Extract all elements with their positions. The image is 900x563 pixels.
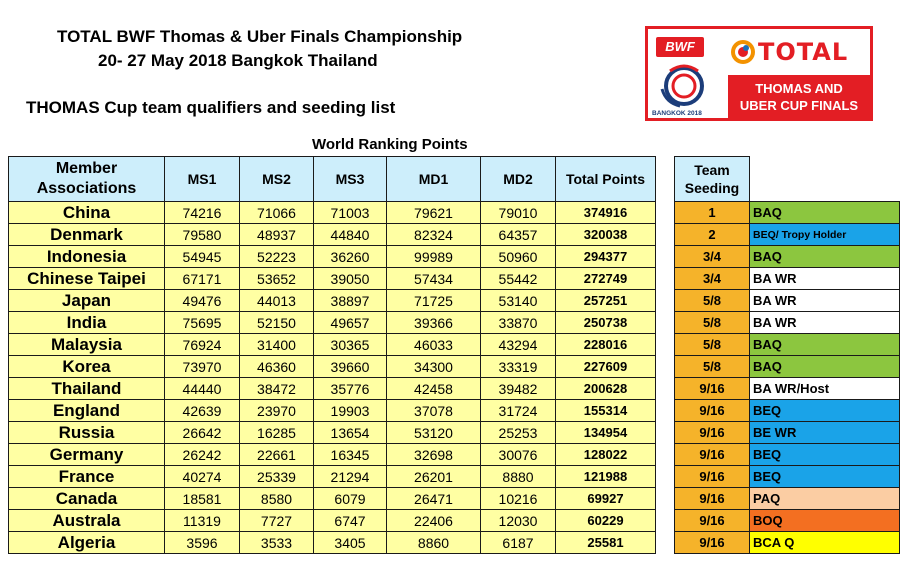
md1-cell: 82324 bbox=[387, 224, 481, 246]
bwf-emblem bbox=[650, 31, 722, 116]
qualification-status-cell: BEQ bbox=[750, 444, 900, 466]
seeding-row bbox=[675, 356, 900, 378]
md2-cell: 33319 bbox=[481, 356, 556, 378]
seed-cell: 9/16 bbox=[675, 378, 750, 400]
ms2-cell: 38472 bbox=[240, 378, 314, 400]
ms2-cell: 46360 bbox=[240, 356, 314, 378]
qualification-status-cell: BAQ bbox=[750, 356, 900, 378]
country-cell: Australa bbox=[9, 510, 165, 532]
ms3-cell: 6747 bbox=[314, 510, 387, 532]
qualification-status-cell: BEQ/ Tropy Holder bbox=[750, 224, 900, 246]
table-row bbox=[9, 246, 656, 268]
ms3-cell: 36260 bbox=[314, 246, 387, 268]
list-subtitle: THOMAS Cup team qualifiers and seeding list bbox=[26, 98, 396, 117]
bangkok-2018-label: BANGKOK 2018 bbox=[652, 110, 702, 117]
status-header-blank bbox=[750, 157, 900, 202]
qualification-status-cell: BEQ bbox=[750, 466, 900, 488]
country-cell: England bbox=[9, 400, 165, 422]
ms3-cell: 44840 bbox=[314, 224, 387, 246]
ms3-cell: 13654 bbox=[314, 422, 387, 444]
ms2-cell: 52223 bbox=[240, 246, 314, 268]
total-points-cell: 60229 bbox=[556, 510, 656, 532]
md1-cell: 46033 bbox=[387, 334, 481, 356]
seed-cell: 5/8 bbox=[675, 290, 750, 312]
ms1-cell: 26242 bbox=[165, 444, 240, 466]
total-points-cell: 69927 bbox=[556, 488, 656, 510]
md1-cell: 26471 bbox=[387, 488, 481, 510]
qualification-status-cell: BA WR bbox=[750, 290, 900, 312]
qualification-status-cell: BAQ bbox=[750, 202, 900, 224]
seeding-row bbox=[675, 202, 900, 224]
bwf-badge: BWF bbox=[656, 37, 704, 57]
seed-cell: 5/8 bbox=[675, 334, 750, 356]
ms3-cell: 3405 bbox=[314, 532, 387, 554]
ms1-cell: 40274 bbox=[165, 466, 240, 488]
country-cell: Indonesia bbox=[9, 246, 165, 268]
seeding-row bbox=[675, 400, 900, 422]
md1-cell: 71725 bbox=[387, 290, 481, 312]
seed-cell: 1 bbox=[675, 202, 750, 224]
country-cell: Russia bbox=[9, 422, 165, 444]
table-row bbox=[9, 268, 656, 290]
ms1-cell: 49476 bbox=[165, 290, 240, 312]
ms3-cell: 19903 bbox=[314, 400, 387, 422]
seed-cell: 9/16 bbox=[675, 532, 750, 554]
seeding-row bbox=[675, 422, 900, 444]
ms1-cell: 76924 bbox=[165, 334, 240, 356]
seeding-row bbox=[675, 312, 900, 334]
md2-cell: 30076 bbox=[481, 444, 556, 466]
md1-cell: 79621 bbox=[387, 202, 481, 224]
md1-cell: 22406 bbox=[387, 510, 481, 532]
ms1-cell: 54945 bbox=[165, 246, 240, 268]
ms2-cell: 53652 bbox=[240, 268, 314, 290]
ms3-cell: 16345 bbox=[314, 444, 387, 466]
md2-cell: 12030 bbox=[481, 510, 556, 532]
md1-cell: 34300 bbox=[387, 356, 481, 378]
qualification-status-cell: PAQ bbox=[750, 488, 900, 510]
seed-cell: 9/16 bbox=[675, 444, 750, 466]
ms2-cell: 7727 bbox=[240, 510, 314, 532]
table-header-row bbox=[9, 157, 656, 202]
ranking-points-table bbox=[8, 156, 656, 554]
md2-cell: 55442 bbox=[481, 268, 556, 290]
qualification-status-cell: BA WR bbox=[750, 268, 900, 290]
event-dates-location: 20- 27 May 2018 Bangkok Thailand bbox=[98, 51, 378, 70]
event-logo bbox=[645, 26, 873, 121]
qualification-status-cell: BA WR bbox=[750, 312, 900, 334]
table-row bbox=[9, 202, 656, 224]
seeding-row bbox=[675, 246, 900, 268]
ms3-cell: 39050 bbox=[314, 268, 387, 290]
championship-title: TOTAL BWF Thomas & Uber Finals Championship bbox=[57, 27, 463, 46]
ms3-cell: 30365 bbox=[314, 334, 387, 356]
seeding-header-row bbox=[675, 157, 900, 202]
ms1-cell: 74216 bbox=[165, 202, 240, 224]
seed-cell: 9/16 bbox=[675, 510, 750, 532]
ms1-cell: 79580 bbox=[165, 224, 240, 246]
qualification-status-cell: BAQ bbox=[750, 246, 900, 268]
md2-cell: 6187 bbox=[481, 532, 556, 554]
md2-cell: 8880 bbox=[481, 466, 556, 488]
country-cell: Germany bbox=[9, 444, 165, 466]
ms2-header: MS2 bbox=[240, 157, 314, 202]
ms2-cell: 3533 bbox=[240, 532, 314, 554]
total-points-cell: 134954 bbox=[556, 422, 656, 444]
country-cell: China bbox=[9, 202, 165, 224]
seeding-row bbox=[675, 510, 900, 532]
ms1-cell: 26642 bbox=[165, 422, 240, 444]
table-row bbox=[9, 378, 656, 400]
md2-cell: 64357 bbox=[481, 224, 556, 246]
ms3-header: MS3 bbox=[314, 157, 387, 202]
seeding-row bbox=[675, 268, 900, 290]
seed-cell: 5/8 bbox=[675, 312, 750, 334]
ms2-cell: 48937 bbox=[240, 224, 314, 246]
qualification-status-cell: BAQ bbox=[750, 334, 900, 356]
table-row bbox=[9, 510, 656, 532]
total-points-cell: 121988 bbox=[556, 466, 656, 488]
seeding-row bbox=[675, 466, 900, 488]
total-points-cell: 228016 bbox=[556, 334, 656, 356]
qualification-status-cell: BOQ bbox=[750, 510, 900, 532]
seed-cell: 9/16 bbox=[675, 466, 750, 488]
ms1-cell: 42639 bbox=[165, 400, 240, 422]
total-points-cell: 25581 bbox=[556, 532, 656, 554]
md1-cell: 53120 bbox=[387, 422, 481, 444]
md1-cell: 42458 bbox=[387, 378, 481, 400]
seeding-row bbox=[675, 488, 900, 510]
ms3-cell: 39660 bbox=[314, 356, 387, 378]
country-cell: Thailand bbox=[9, 378, 165, 400]
md1-cell: 37078 bbox=[387, 400, 481, 422]
country-cell: Japan bbox=[9, 290, 165, 312]
country-cell: Korea bbox=[9, 356, 165, 378]
country-cell: Malaysia bbox=[9, 334, 165, 356]
team-seeding-header: Team Seeding bbox=[675, 157, 750, 202]
total-points-cell: 250738 bbox=[556, 312, 656, 334]
md2-header: MD2 bbox=[481, 157, 556, 202]
total-wordmark: TOTAL bbox=[758, 38, 849, 66]
ms3-cell: 21294 bbox=[314, 466, 387, 488]
country-cell: Chinese Taipei bbox=[9, 268, 165, 290]
total-points-cell: 257251 bbox=[556, 290, 656, 312]
ms2-cell: 52150 bbox=[240, 312, 314, 334]
md1-cell: 57434 bbox=[387, 268, 481, 290]
ms2-cell: 71066 bbox=[240, 202, 314, 224]
ms1-cell: 73970 bbox=[165, 356, 240, 378]
ms1-cell: 75695 bbox=[165, 312, 240, 334]
total-points-header: Total Points bbox=[556, 157, 656, 202]
md1-cell: 39366 bbox=[387, 312, 481, 334]
md1-cell: 99989 bbox=[387, 246, 481, 268]
cup-banner-line2: UBER CUP FINALS bbox=[739, 98, 859, 113]
ms1-cell: 11319 bbox=[165, 510, 240, 532]
md1-header: MD1 bbox=[387, 157, 481, 202]
seed-cell: 9/16 bbox=[675, 400, 750, 422]
table-row bbox=[9, 290, 656, 312]
seeding-row bbox=[675, 532, 900, 554]
md2-cell: 10216 bbox=[481, 488, 556, 510]
total-points-cell: 294377 bbox=[556, 246, 656, 268]
md1-cell: 32698 bbox=[387, 444, 481, 466]
ms2-cell: 44013 bbox=[240, 290, 314, 312]
total-points-cell: 128022 bbox=[556, 444, 656, 466]
table-row bbox=[9, 224, 656, 246]
md2-cell: 39482 bbox=[481, 378, 556, 400]
ms2-cell: 23970 bbox=[240, 400, 314, 422]
seeding-row bbox=[675, 290, 900, 312]
member-associations-header: Member Associations bbox=[9, 157, 165, 202]
md1-cell: 8860 bbox=[387, 532, 481, 554]
ms1-cell: 3596 bbox=[165, 532, 240, 554]
md2-cell: 79010 bbox=[481, 202, 556, 224]
ms2-cell: 8580 bbox=[240, 488, 314, 510]
country-cell: India bbox=[9, 312, 165, 334]
seeding-row bbox=[675, 224, 900, 246]
md2-cell: 33870 bbox=[481, 312, 556, 334]
md2-cell: 53140 bbox=[481, 290, 556, 312]
seeding-row bbox=[675, 444, 900, 466]
ms3-cell: 71003 bbox=[314, 202, 387, 224]
qualification-status-cell: BEQ bbox=[750, 400, 900, 422]
ms1-cell: 67171 bbox=[165, 268, 240, 290]
md2-cell: 25253 bbox=[481, 422, 556, 444]
table-row bbox=[9, 488, 656, 510]
total-points-cell: 155314 bbox=[556, 400, 656, 422]
seed-cell: 9/16 bbox=[675, 488, 750, 510]
table-row bbox=[9, 532, 656, 554]
table-row bbox=[9, 334, 656, 356]
seed-cell: 5/8 bbox=[675, 356, 750, 378]
md2-cell: 31724 bbox=[481, 400, 556, 422]
cup-finals-banner bbox=[728, 75, 870, 119]
cup-banner-line1: THOMAS AND bbox=[755, 81, 843, 96]
seed-cell: 9/16 bbox=[675, 422, 750, 444]
table-row bbox=[9, 400, 656, 422]
ms2-cell: 22661 bbox=[240, 444, 314, 466]
team-seeding-table bbox=[674, 156, 900, 554]
md2-cell: 50960 bbox=[481, 246, 556, 268]
seeding-row bbox=[675, 378, 900, 400]
ms3-cell: 35776 bbox=[314, 378, 387, 400]
qualification-status-cell: BA WR/Host bbox=[750, 378, 900, 400]
total-points-cell: 200628 bbox=[556, 378, 656, 400]
total-brand bbox=[728, 33, 870, 117]
ms1-cell: 18581 bbox=[165, 488, 240, 510]
total-sphere-icon bbox=[730, 37, 756, 67]
ms2-cell: 25339 bbox=[240, 466, 314, 488]
seed-cell: 3/4 bbox=[675, 246, 750, 268]
total-points-cell: 272749 bbox=[556, 268, 656, 290]
table-row bbox=[9, 422, 656, 444]
seed-cell: 2 bbox=[675, 224, 750, 246]
table-row bbox=[9, 312, 656, 334]
table-row bbox=[9, 466, 656, 488]
ms1-cell: 44440 bbox=[165, 378, 240, 400]
country-cell: Algeria bbox=[9, 532, 165, 554]
md1-cell: 26201 bbox=[387, 466, 481, 488]
country-cell: France bbox=[9, 466, 165, 488]
ms1-header: MS1 bbox=[165, 157, 240, 202]
total-points-cell: 227609 bbox=[556, 356, 656, 378]
table-row bbox=[9, 356, 656, 378]
ms3-cell: 6079 bbox=[314, 488, 387, 510]
total-points-cell: 320038 bbox=[556, 224, 656, 246]
total-points-cell: 374916 bbox=[556, 202, 656, 224]
qualification-status-cell: BE WR bbox=[750, 422, 900, 444]
qualification-status-cell: BCA Q bbox=[750, 532, 900, 554]
ms2-cell: 31400 bbox=[240, 334, 314, 356]
ms2-cell: 16285 bbox=[240, 422, 314, 444]
country-cell: Canada bbox=[9, 488, 165, 510]
seeding-row bbox=[675, 334, 900, 356]
seed-cell: 3/4 bbox=[675, 268, 750, 290]
country-cell: Denmark bbox=[9, 224, 165, 246]
ms3-cell: 49657 bbox=[314, 312, 387, 334]
ms3-cell: 38897 bbox=[314, 290, 387, 312]
world-ranking-points-label: World Ranking Points bbox=[312, 136, 468, 153]
md2-cell: 43294 bbox=[481, 334, 556, 356]
shuttlecock-icon bbox=[650, 31, 722, 111]
table-row bbox=[9, 444, 656, 466]
